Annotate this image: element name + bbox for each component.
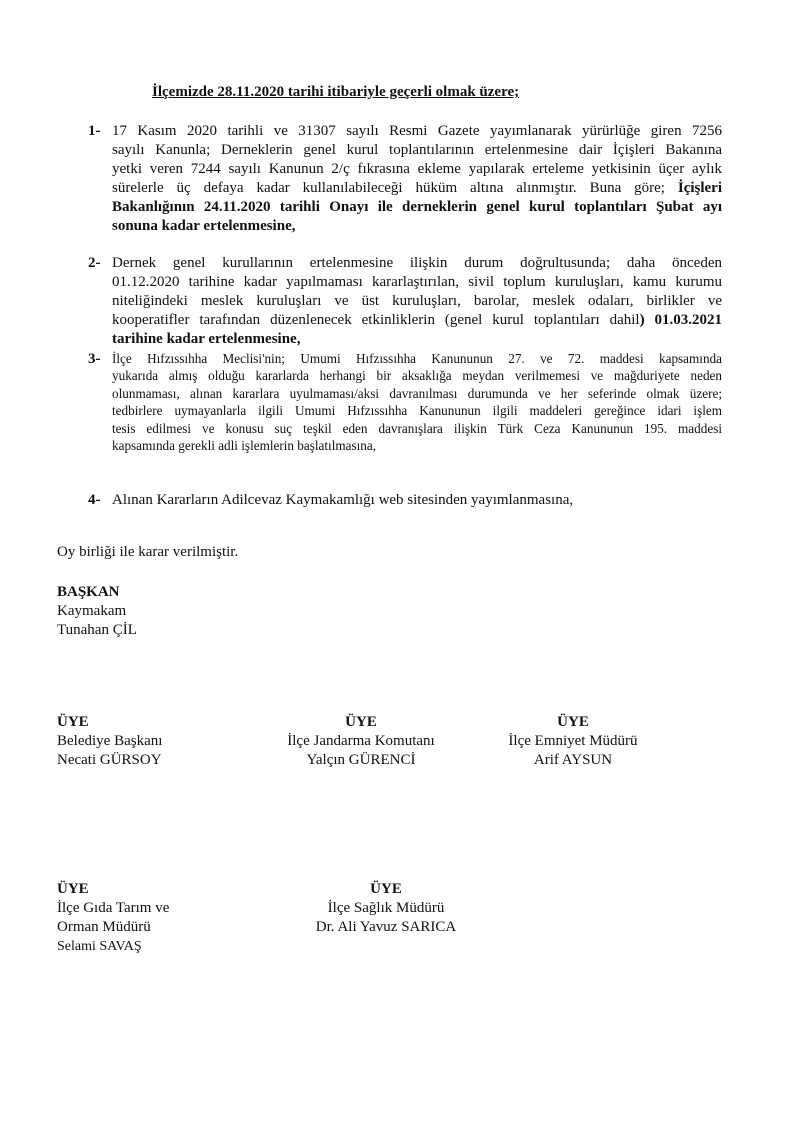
member-signature xyxy=(281,713,441,770)
signature-name: Yalçın GÜRENCİ xyxy=(306,752,416,768)
text-line: sürelerle üç defaya kadar kullanılabileceği hüküm altına alınmıştır. Buna göre; İçişleri xyxy=(112,180,723,196)
signature-name: Selami SAVAŞ xyxy=(57,939,142,954)
text-line: tesis edilmesi ve konusu suç teşkil eden davranışlara ilişkin Türk Ceza Kanununun 195. maddesi xyxy=(112,420,722,436)
list-item-3 xyxy=(88,350,722,454)
signature-role: İlçe Gıda Tarım ve xyxy=(57,900,170,916)
signature-title: ÜYE xyxy=(557,714,589,730)
item-number: 1- xyxy=(88,123,101,139)
text-line: 01.12.2020 tarihine kadar yapılmaması kararlaştırılan, sivil toplum kuruluşları, kamu kurumu xyxy=(112,274,722,290)
signature-role: İlçe Jandarma Komutanı xyxy=(287,733,435,749)
text-line: yukarıda almış olduğu kararlarda herhangi bir aksaklığa meydan verilmemesi ve mağduriyete neden xyxy=(112,368,722,384)
text-line: yetki veren 7244 sayılı Kanunun 2/ç fıkrasına ekleme yapılarak erteleme yetkisinin üçer aylık xyxy=(112,161,722,177)
member-signature xyxy=(508,713,638,770)
item-text xyxy=(112,254,722,349)
member-signature xyxy=(57,880,169,956)
text-line: niteliğindeki meslek kuruluşları ve üst kuruluşları, barolar, meslek odaları, birlikler ve xyxy=(112,293,722,309)
text-line: tarihine kadar ertelenmesine, xyxy=(112,331,301,347)
text-line: olunmaması, alınan kararlara uyulmaması/aksi davranılması durumunda ve her seferinde olmak üzere; xyxy=(112,385,722,401)
item-number: 3- xyxy=(88,351,101,367)
item-text xyxy=(112,350,722,454)
signature-role: Orman Müdürü xyxy=(57,919,151,935)
item-text: Alınan Kararların Adilcevaz Kaymakamlığı web sitesinden yayımlanmasına, xyxy=(112,492,574,508)
list-item-1 xyxy=(88,122,722,236)
signature-title: ÜYE xyxy=(57,714,89,730)
text-line: 17 Kasım 2020 tarihli ve 31307 sayılı Resmi Gazete yayımlanarak yürürlüğe giren 7256 xyxy=(112,123,722,139)
list-item-2 xyxy=(88,254,722,349)
text-line: kapsamında gerekli adli işlemlerin başlatılmasına, xyxy=(112,438,377,454)
signature-role: Belediye Başkanı xyxy=(57,733,163,749)
decision-text: Oy birliği ile karar verilmiştir. xyxy=(57,544,239,560)
text-line: kooperatifler tarafından düzenlenecek etkinliklerin (genel kurul toplantıları dahil) 01.03.2021 xyxy=(112,312,722,328)
list-item-4 xyxy=(88,491,722,510)
signature-title: ÜYE xyxy=(370,881,402,897)
signature-title: ÜYE xyxy=(57,881,89,897)
text-line: tedbirlere uymayanlarla ilgili Umumi Hıfzıssıhha Kanununun ilgili maddeleri gereğince idari işlem xyxy=(112,403,722,419)
signature-role: İlçe Sağlık Müdürü xyxy=(327,900,445,916)
signature-role: İlçe Emniyet Müdürü xyxy=(508,733,638,749)
member-signature xyxy=(57,713,162,770)
signature-name: Arif AYSUN xyxy=(533,752,613,768)
text-line: sayılı Kanunla; Derneklerin genel kurul toplantılarının ertelenmesine dair İçişleri Bakanına xyxy=(112,142,722,158)
item-text xyxy=(112,122,722,236)
text-line: Bakanlığının 24.11.2020 tarihli Onayı ile derneklerin genel kurul toplantıları Şubat ayı xyxy=(112,199,722,215)
text-line: İlçe Hıfzıssıhha Meclisi'nin; Umumi Hıfzıssıhha Kanununun 27. ve 72. maddesi kapsamında xyxy=(112,351,722,366)
page-heading: İlçemizde 28.11.2020 tarihi itibariyle geçerli olmak üzere; xyxy=(152,84,520,100)
signature-title: ÜYE xyxy=(345,714,377,730)
signature-name: Dr. Ali Yavuz SARICA xyxy=(315,919,457,935)
text-line: sonuna kadar ertelenmesine, xyxy=(112,218,296,234)
member-signature xyxy=(306,880,466,937)
president-signature xyxy=(57,583,137,640)
signature-role: Kaymakam xyxy=(57,603,127,619)
text-line: Dernek genel kurullarının ertelenmesine ilişkin durum doğrultusunda; daha önceden xyxy=(112,255,722,271)
item-number: 2- xyxy=(88,255,101,271)
item-number: 4- xyxy=(88,492,101,508)
signature-name: Tunahan ÇİL xyxy=(57,622,137,638)
signature-name: Necati GÜRSOY xyxy=(57,752,162,768)
signature-title: BAŞKAN xyxy=(57,584,120,600)
